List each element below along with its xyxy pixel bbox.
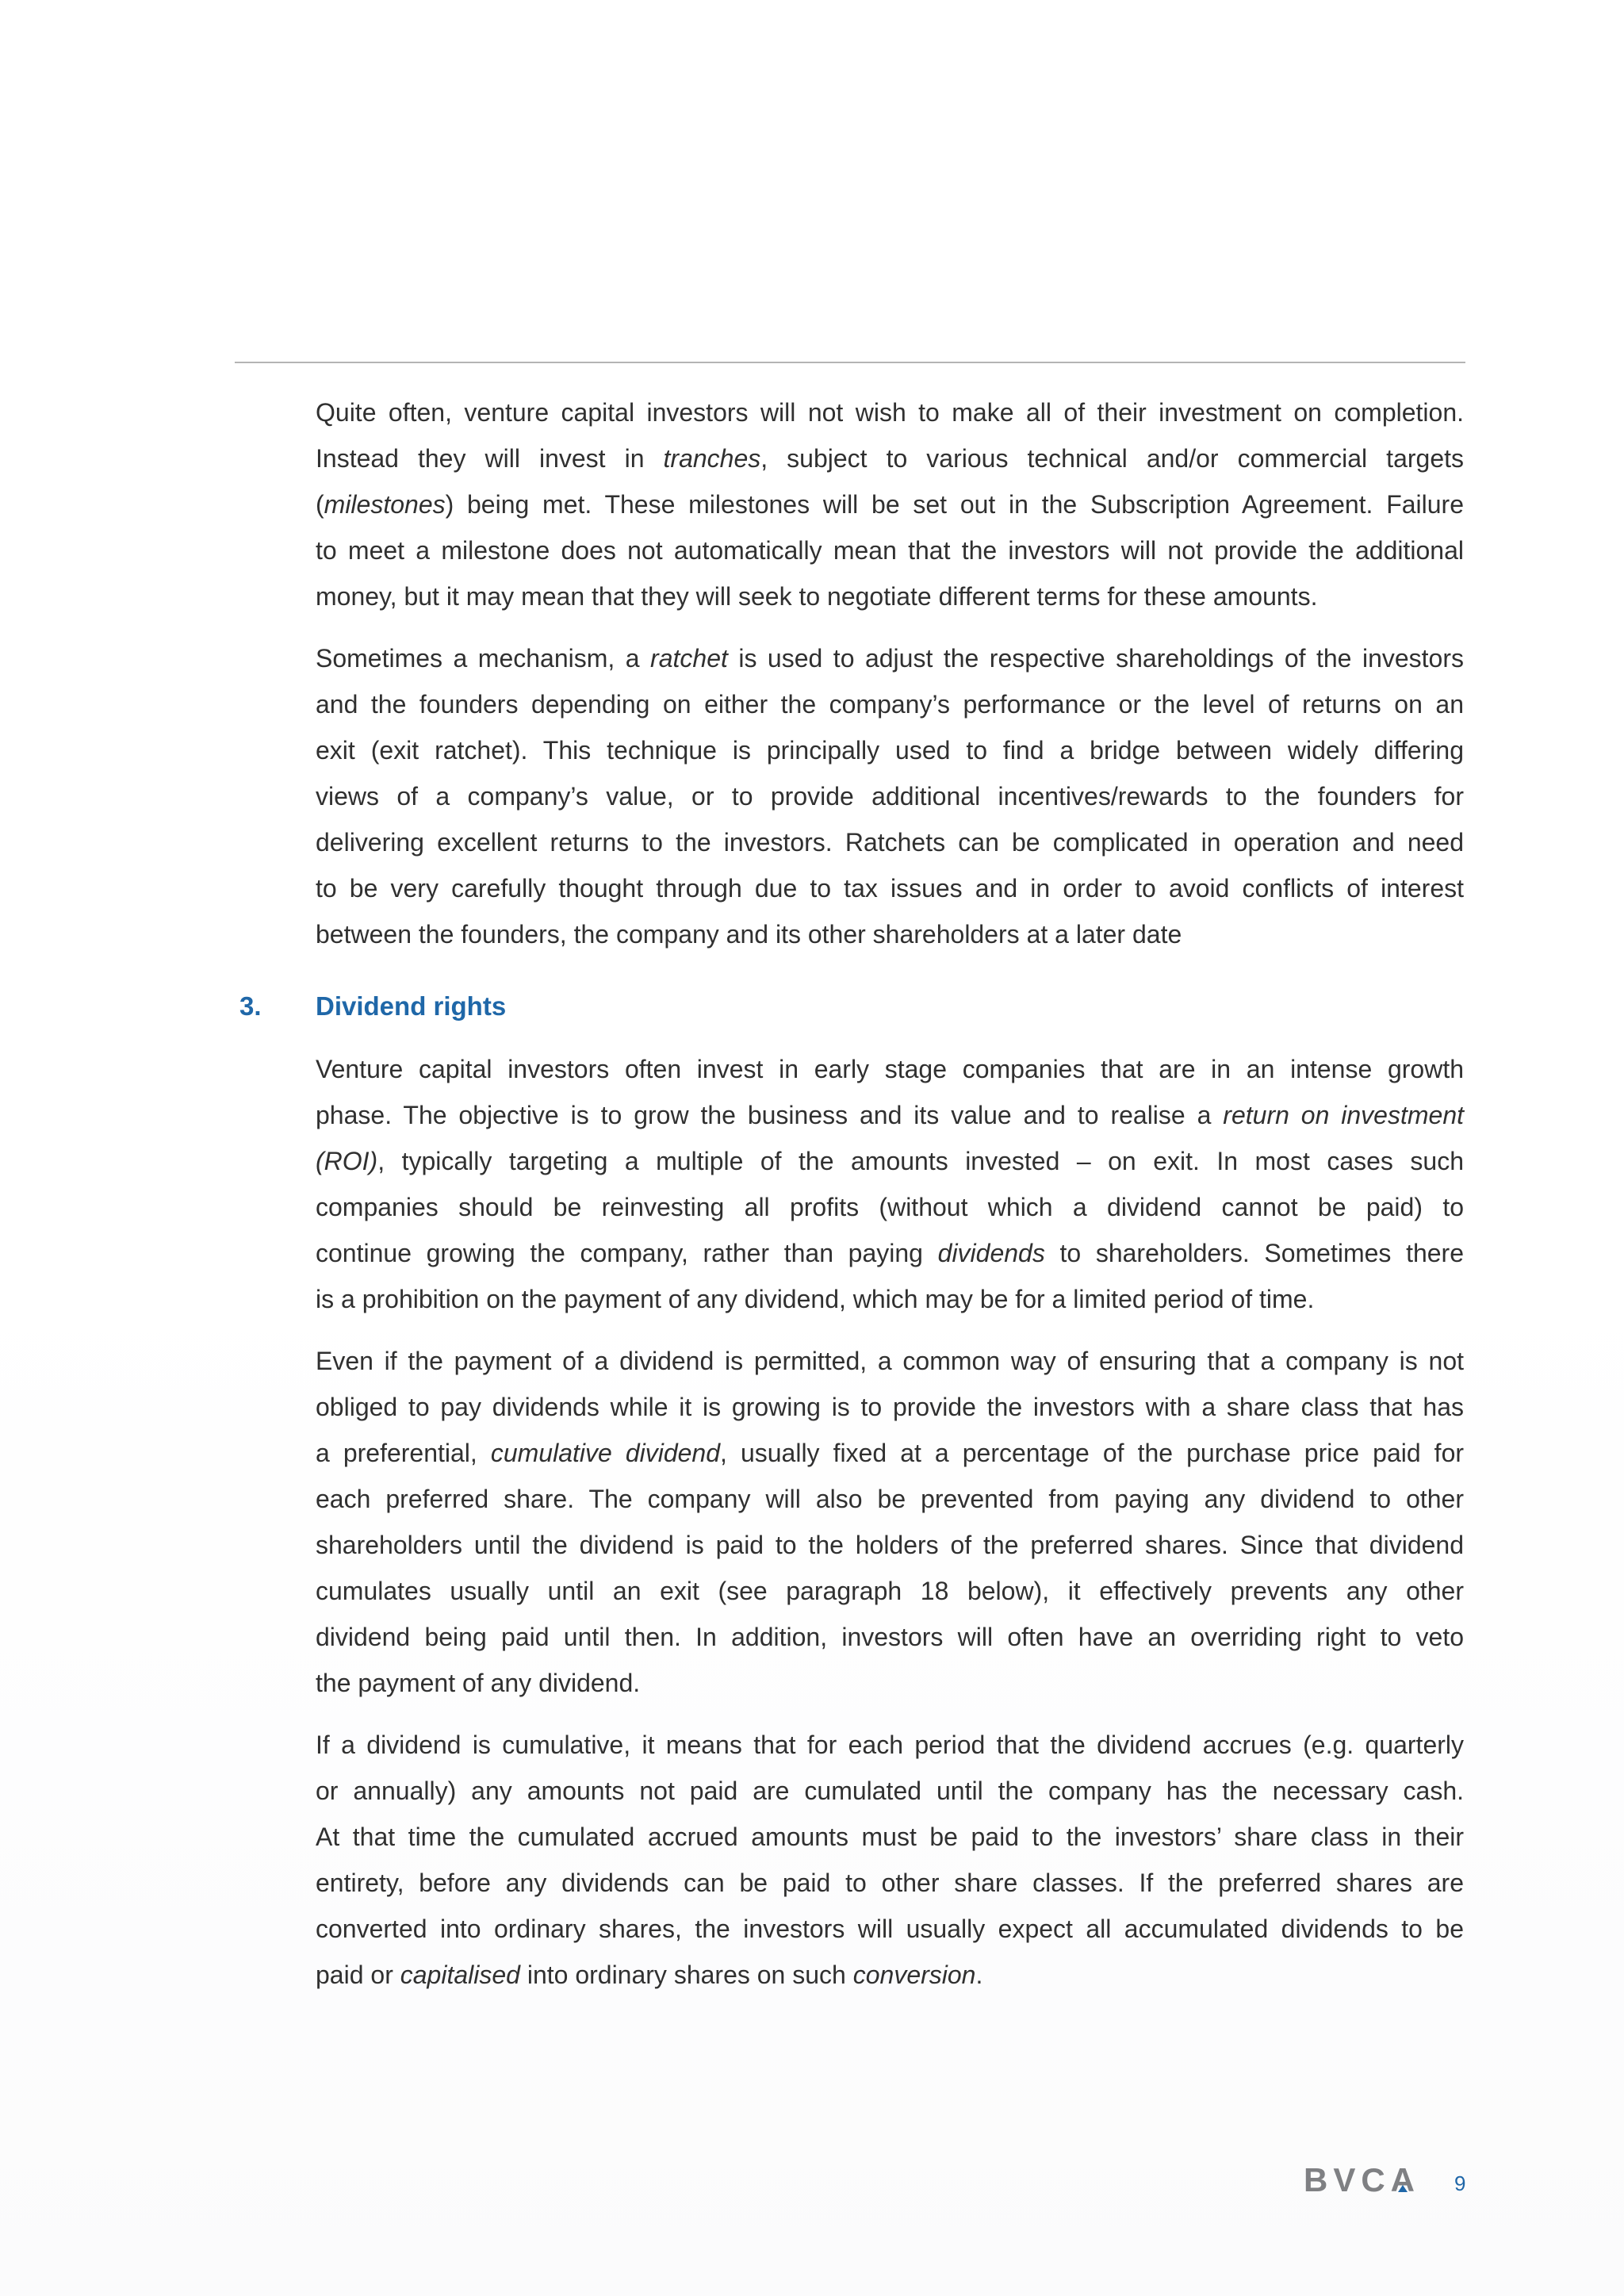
logo-wordmark: BVCA <box>1304 2161 1421 2198</box>
text-run: . <box>975 1961 983 1989</box>
body-paragraph <box>316 1046 1464 1322</box>
text-run: views of a company’s value, or to provide additional incentives/rewards to the founders for <box>316 782 1464 811</box>
text-run: and the founders depending on either the company’s performance or the level of returns on an <box>316 690 1464 719</box>
text-run: continue growing the company, rather than paying <box>316 1239 938 1267</box>
text-run: Sometimes a mechanism, a <box>316 644 651 673</box>
italic-term: tranches <box>663 444 761 473</box>
text-run: obliged to pay dividends while it is growing is to provide the investors with a share class that has <box>316 1393 1464 1421</box>
text-line <box>316 1138 1464 1184</box>
text-line <box>316 865 1464 911</box>
italic-term: ratchet <box>650 644 728 673</box>
text-run: entirety, before any dividends can be paid to other share classes. If the preferred shares are <box>316 1869 1464 1897</box>
text-run: between the founders, the company and its other shareholders at a later date <box>316 920 1182 949</box>
document-body <box>239 389 1465 2014</box>
italic-term: conversion <box>852 1961 976 1989</box>
text-run: a preferential, <box>316 1439 491 1467</box>
text-line <box>316 1046 1464 1092</box>
body-paragraph <box>316 1722 1464 1998</box>
body-paragraph <box>316 389 1464 619</box>
text-run: each preferred share. The company will also be prevented from paying any dividend to other <box>316 1485 1464 1513</box>
text-run: At that time the cumulated accrued amounts must be paid to the investors’ share class in their <box>316 1823 1464 1851</box>
body-paragraph <box>316 1338 1464 1706</box>
text-line <box>316 1614 1464 1660</box>
text-line <box>316 819 1464 865</box>
text-run: Venture capital investors often invest in early stage companies that are in an intense growth <box>316 1055 1464 1083</box>
text-run: converted into ordinary shares, the investors will usually expect all accumulated dividends to be <box>316 1915 1464 1943</box>
text-run: to be very carefully thought through due to tax issues and in order to avoid conflicts of interest <box>316 874 1464 903</box>
bvca-logo <box>1304 2161 1421 2198</box>
italic-term: dividends <box>937 1239 1045 1267</box>
text-run: Instead they will invest in <box>316 444 664 473</box>
text-run: to meet a milestone does not automatically mean that the investors will not provide the additional <box>316 536 1464 565</box>
page-number: 9 <box>1454 2171 1466 2195</box>
text-line <box>316 1476 1464 1522</box>
text-line <box>316 1906 1464 1952</box>
text-run: exit (exit ratchet). This technique is principally used to find a bridge between widely differing <box>316 736 1464 765</box>
text-line <box>316 1338 1464 1384</box>
text-run: cumulates usually until an exit (see paragraph 18 below), it effectively prevents any other <box>316 1577 1464 1605</box>
text-run: , typically targeting a multiple of the amounts invested – on exit. In most cases such <box>377 1147 1464 1175</box>
text-line <box>316 1952 1464 1998</box>
text-run: or annually) any amounts not paid are cumulated until the company has the necessary cash. <box>316 1777 1464 1805</box>
text-line <box>316 1384 1464 1430</box>
text-line <box>316 1768 1464 1814</box>
text-run: , subject to various technical and/or commercial targets <box>760 444 1465 473</box>
intro-paragraphs <box>316 389 1464 957</box>
text-line <box>316 1092 1464 1138</box>
body-paragraph <box>316 635 1464 957</box>
text-run: delivering excellent returns to the investors. Ratchets can be complicated in operation and need <box>316 828 1464 857</box>
text-line <box>316 1860 1464 1906</box>
italic-term: cumulative dividend <box>490 1439 721 1467</box>
text-run: into ordinary shares on such <box>519 1961 853 1989</box>
text-run: If a dividend is cumulative, it means that for each period that the dividend accrues (e.g. quarterly <box>316 1731 1464 1759</box>
text-line <box>316 1430 1464 1476</box>
italic-term: (ROI) <box>316 1147 378 1175</box>
text-line <box>316 1814 1464 1860</box>
text-line <box>316 773 1464 819</box>
section-number: 3. <box>239 991 262 1021</box>
text-line <box>316 1184 1464 1230</box>
text-line <box>316 1230 1464 1276</box>
text-run: companies should be reinvesting all profits (without which a dividend cannot be paid) to <box>316 1193 1464 1221</box>
section-title: Dividend rights <box>316 991 507 1021</box>
text-run: to shareholders. Sometimes there <box>1044 1239 1465 1267</box>
text-run: phase. The objective is to grow the business and its value and to realise a <box>316 1101 1224 1129</box>
text-line <box>316 727 1464 773</box>
section-paragraphs <box>316 1046 1464 1998</box>
text-run: , usually fixed at a percentage of the purchase price paid for <box>720 1439 1465 1467</box>
text-line <box>316 481 1464 527</box>
text-line <box>316 435 1464 481</box>
text-line <box>316 389 1464 435</box>
text-run: Even if the payment of a dividend is permitted, a common way of ensuring that a company is not <box>316 1347 1464 1375</box>
logo-accent-mark <box>1398 2185 1408 2192</box>
text-line <box>316 1722 1464 1768</box>
section-heading <box>239 983 1464 1029</box>
text-line <box>316 573 1464 619</box>
text-run: money, but it may mean that they will seek to negotiate different terms for these amounts. <box>316 582 1318 611</box>
text-line <box>316 1276 1464 1322</box>
text-line <box>316 1568 1464 1614</box>
text-run: paid or <box>316 1961 400 1989</box>
text-run: is a prohibition on the payment of any dividend, which may be for a limited period of time. <box>316 1285 1315 1313</box>
italic-term: milestones <box>324 490 446 519</box>
text-line <box>316 911 1464 957</box>
italic-term: return on investment <box>1223 1101 1465 1129</box>
text-line <box>316 1660 1464 1706</box>
text-run: dividend being paid until then. In addition, investors will often have an overriding right to veto <box>316 1623 1464 1651</box>
text-line <box>316 527 1464 573</box>
text-run: Quite often, venture capital investors will not wish to make all of their investment on completion. <box>316 398 1464 427</box>
text-line <box>316 681 1464 727</box>
text-line <box>316 1522 1464 1568</box>
text-line <box>316 635 1464 681</box>
text-run: is used to adjust the respective shareholdings of the investors <box>727 644 1465 673</box>
text-run: the payment of any dividend. <box>316 1669 641 1697</box>
text-run: ( <box>316 490 324 519</box>
header-rule <box>235 362 1465 363</box>
text-run: ) being met. These milestones will be set out in the Subscription Agreement. Failure <box>445 490 1464 519</box>
text-run: shareholders until the dividend is paid to the holders of the preferred shares. Since that dividend <box>316 1531 1464 1559</box>
italic-term: capitalised <box>400 1961 520 1989</box>
